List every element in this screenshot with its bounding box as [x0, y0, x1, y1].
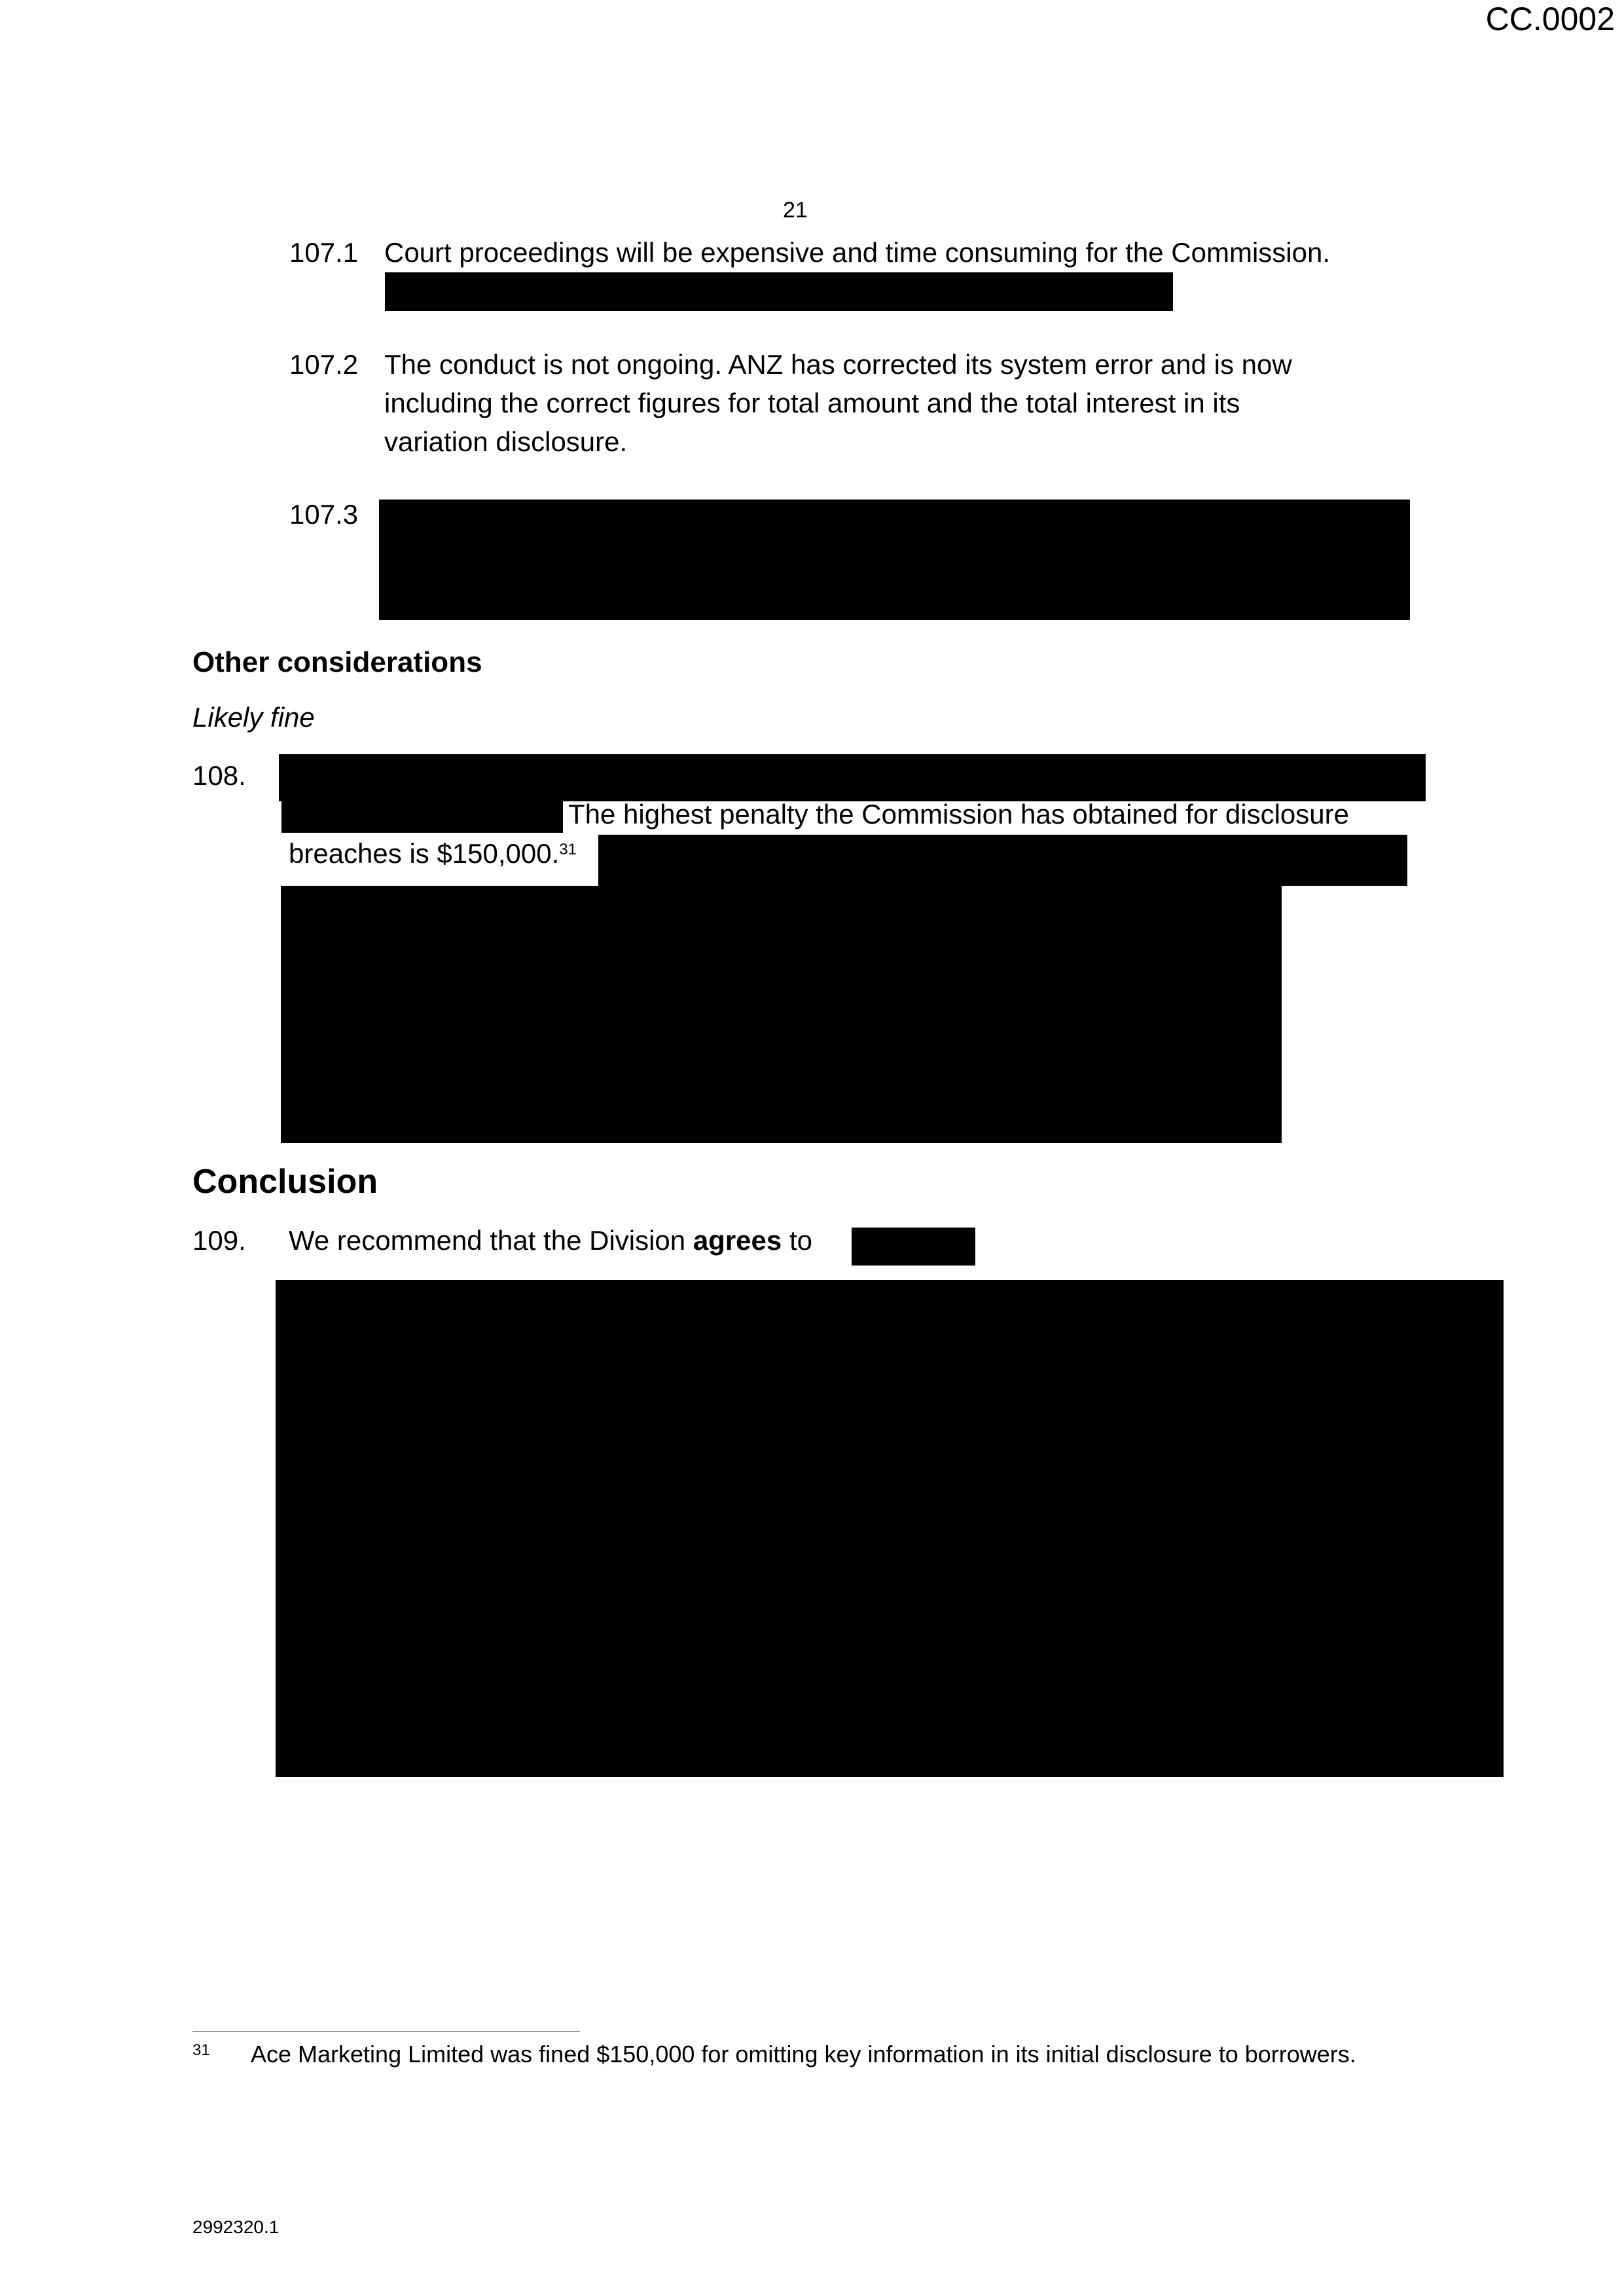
footnote-separator [192, 2031, 580, 2032]
page-number: 21 [783, 198, 808, 223]
paragraph-number-107-2: 107.2 [289, 349, 359, 380]
paragraph-number-107-3: 107.3 [289, 499, 359, 530]
redaction-block [281, 799, 563, 833]
redaction-block [852, 1228, 975, 1266]
document-id: CC.0002 [1485, 1, 1615, 37]
paragraph-107-2-line-1: The conduct is not ongoing. ANZ has corrected its system error and is now [384, 349, 1292, 380]
subheading-likely-fine: Likely fine [192, 702, 315, 733]
redaction-block [385, 272, 1173, 311]
redaction-block [379, 500, 1410, 620]
footer-document-number: 2992320.1 [192, 2217, 280, 2237]
paragraph-108-text-1: The highest penalty the Commission has obtained for disclosure [568, 799, 1349, 829]
footnote-reference[interactable]: 31 [559, 841, 577, 858]
paragraph-109-text: We recommend that the Division agrees to [289, 1225, 812, 1256]
footnote-text: Ace Marketing Limited was fined $150,000 for omitting key information in its initial disclosure to borrowers. [251, 2041, 1356, 2068]
paragraph-107-1-text: Court proceedings will be expensive and time consuming for the Commission. [384, 237, 1331, 268]
footnote-marker: 31 [192, 2041, 210, 2059]
paragraph-108-text-2: breaches is $150,000.31 [289, 838, 577, 869]
paragraph-107-2-line-2: including the correct figures for total amount and the total interest in its [384, 388, 1240, 418]
paragraph-107-2-line-3: variation disclosure. [384, 426, 628, 457]
paragraph-number-107-1: 107.1 [289, 237, 359, 268]
redaction-block [279, 754, 1426, 801]
paragraph-number-108: 108. [192, 760, 246, 791]
section-heading-conclusion: Conclusion [192, 1163, 378, 1201]
redaction-block [281, 886, 1282, 1143]
redaction-block [276, 1280, 1504, 1777]
section-heading-other-considerations: Other considerations [192, 646, 482, 678]
paragraph-number-109: 109. [192, 1225, 246, 1256]
redaction-block [598, 835, 1407, 886]
